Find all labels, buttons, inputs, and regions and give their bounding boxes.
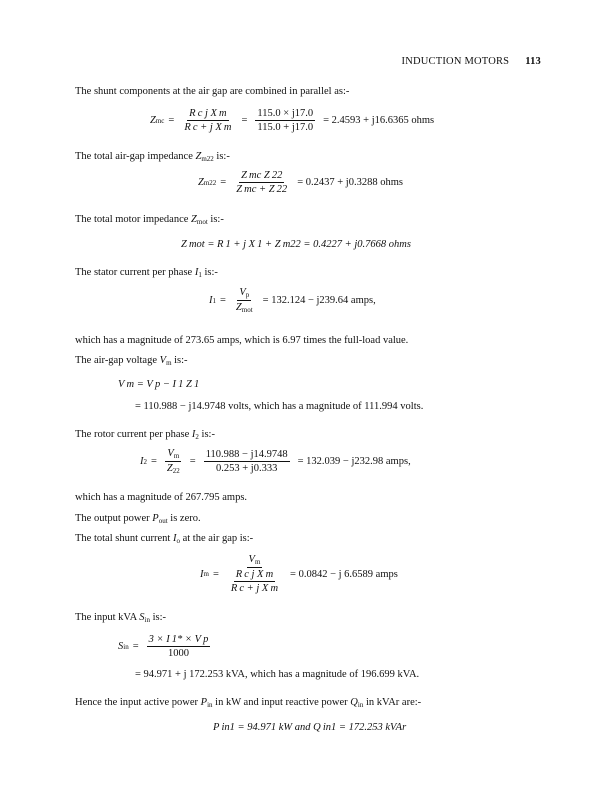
fraction-numerator: R c j X m bbox=[235, 569, 274, 580]
fraction-numeric bbox=[255, 108, 315, 133]
text: The air-gap voltage bbox=[75, 355, 158, 366]
symbol: P bbox=[200, 697, 208, 708]
symbol: V bbox=[248, 554, 255, 565]
fraction-symbolic bbox=[165, 448, 182, 475]
fraction-denominator: R c + j X m bbox=[230, 583, 279, 594]
symbol: Q bbox=[350, 697, 358, 708]
symbol: I bbox=[191, 429, 196, 440]
paragraph-airgap-impedance bbox=[75, 151, 230, 163]
text: The stator current per phase bbox=[75, 267, 193, 278]
eq-lhs-sub: 2 bbox=[143, 457, 147, 466]
equation-pin-qin bbox=[213, 722, 406, 733]
symbol-sub: 1 bbox=[198, 271, 202, 279]
paragraph-input-kva bbox=[75, 612, 166, 624]
eq-lhs-symbol: Z bbox=[198, 177, 204, 188]
eq-lhs-sub: m22 bbox=[203, 178, 217, 187]
fraction-numerator: 115.0 × j17.0 bbox=[257, 108, 314, 119]
text: The total air-gap impedance bbox=[75, 151, 193, 162]
paragraph-magnitude-rotor: which has a magnitude of 267.795 amps. bbox=[75, 492, 248, 503]
equation-i1: I 1 = $\frac{V_p}{Z_{mot}}$ = 132.124 − j239.64 amps, bbox=[209, 287, 376, 314]
equation-sin-line2 bbox=[135, 669, 419, 680]
text: The total shunt current bbox=[75, 533, 171, 544]
eq-expression: Z mot = R 1 + j X 1 + Z m22 = 0.4227 + j0.7668 ohms bbox=[181, 239, 411, 250]
fraction-numerator: R c j X m bbox=[189, 108, 227, 119]
eq-lhs-symbol: S bbox=[118, 641, 124, 652]
text: in kVAr are:- bbox=[365, 697, 422, 708]
symbol: Z bbox=[235, 302, 242, 313]
text: The total motor impedance bbox=[75, 214, 189, 225]
running-header bbox=[402, 56, 542, 67]
fraction-numeric bbox=[204, 449, 290, 474]
text: is:- bbox=[210, 214, 224, 225]
paragraph-rotor-current bbox=[75, 429, 215, 441]
paragraph-stator-current bbox=[75, 267, 218, 279]
equation-zmc: Z mc = $\frac{\text{R c j X m}}{\text{R c + j X m}}$ = $\frac{115.0 \times j17.0}{115.0 + j17.0}$ = 2.4593 + j16.6365 ohms bbox=[150, 108, 435, 133]
equation-vm-line1 bbox=[118, 379, 199, 390]
fraction-symbolic bbox=[234, 170, 289, 195]
text: The input kVA bbox=[75, 612, 137, 623]
symbol-sub: out bbox=[158, 517, 168, 525]
fraction-denominator: 0.253 + j0.333 bbox=[215, 463, 278, 474]
symbol: S bbox=[139, 612, 145, 623]
fraction-symbolic bbox=[234, 287, 255, 314]
eq-lhs-symbol: I bbox=[140, 456, 144, 467]
equation-i2: I 2 = $\frac{V_m}{Z_{22}}$ = $\frac{110.988 - j14.9748}{0.253 + j0.333}$ = 132.039 − j232.98 amps, bbox=[140, 448, 411, 475]
text: is:- bbox=[204, 267, 218, 278]
eq-result: = 0.0842 − j 6.6589 amps bbox=[290, 568, 398, 580]
text: in kW and input reactive power bbox=[215, 697, 348, 708]
equation-zmot bbox=[181, 239, 411, 250]
fraction-denominator: 115.0 + j17.0 bbox=[257, 122, 314, 133]
paragraph-shunt-current bbox=[75, 533, 253, 545]
paragraph-output-power bbox=[75, 513, 201, 525]
symbol: V bbox=[167, 448, 174, 459]
text: The output power bbox=[75, 513, 150, 524]
symbol: I bbox=[194, 267, 199, 278]
text: Hence the input active power bbox=[75, 697, 199, 708]
eq-lhs-symbol: I bbox=[200, 568, 204, 580]
equation-sin: S in = $\frac{\text{3 × I 1* × V p}}{1000}$ bbox=[118, 634, 209, 659]
eq-lhs-sub: m bbox=[203, 570, 209, 578]
fraction-numerator: 3 × I 1* × V p bbox=[148, 634, 209, 645]
fraction-denominator bbox=[227, 568, 282, 594]
symbol: V bbox=[159, 355, 167, 366]
symbol-sub: 2 bbox=[195, 433, 199, 441]
paragraph-shunt-components: The shunt components at the air gap are combined in parallel as:- bbox=[75, 86, 350, 97]
eq-result: = 0.2437 + j0.3288 ohms bbox=[297, 177, 403, 188]
symbol-sub: m bbox=[166, 359, 172, 367]
fraction-numerator bbox=[165, 448, 181, 462]
eq-expression: V m = V p − I 1 Z 1 bbox=[118, 379, 200, 390]
fraction-numerator bbox=[247, 554, 263, 568]
eq-lhs-sub: 1 bbox=[212, 296, 216, 305]
symbol-sub: mot bbox=[196, 218, 208, 226]
fraction-denominator bbox=[234, 301, 255, 314]
eq-expression: = 110.988 − j14.9748 volts, which has a magnitude of 111.994 volts. bbox=[135, 401, 424, 412]
fraction-denominator: 1000 bbox=[168, 648, 190, 659]
symbol-sub: in bbox=[357, 701, 364, 709]
symbol-sub: m bbox=[254, 558, 261, 566]
eq-expression: = 94.971 + j 172.253 kVA, which has a magnitude of 196.699 kVA. bbox=[135, 669, 420, 680]
paragraph-motor-impedance bbox=[75, 214, 224, 226]
symbol-sub: p bbox=[245, 291, 250, 299]
symbol-sub: 22 bbox=[172, 467, 180, 475]
eq-lhs-symbol: I bbox=[209, 295, 213, 306]
eq-lhs-symbol: Z bbox=[150, 115, 156, 126]
header-title: INDUCTION MOTORS bbox=[401, 56, 510, 67]
symbol: Z bbox=[166, 463, 173, 474]
eq-result: = 2.4593 + j16.6365 ohms bbox=[323, 115, 435, 126]
equation-zm22: Z m22 = $\frac{\text{Z mc Z 22}}{\text{Z mc + Z 22}}$ = 0.2437 + j0.3288 ohms bbox=[198, 170, 403, 195]
paragraph-magnitude-stator: which has a magnitude of 273.65 amps, which is 6.97 times the full-load value. bbox=[75, 335, 409, 346]
paragraph-airgap-voltage bbox=[75, 355, 188, 367]
eq-result: = 132.124 − j239.64 amps, bbox=[262, 295, 376, 306]
symbol-sub: in bbox=[144, 616, 150, 624]
symbol-sub: m22 bbox=[201, 155, 214, 163]
eq-lhs-sub: mc bbox=[155, 116, 165, 125]
eq-expression: P in1 = 94.971 kW and Q in1 = 172.253 kVAr bbox=[213, 722, 407, 733]
text: is:- bbox=[216, 151, 230, 162]
symbol: P bbox=[152, 513, 159, 524]
symbol: Z bbox=[191, 214, 197, 225]
symbol: Z bbox=[195, 151, 202, 162]
text: is zero. bbox=[170, 513, 201, 524]
fraction-symbolic bbox=[147, 634, 211, 659]
equation-vm-line2 bbox=[135, 401, 423, 412]
symbol-sub: m bbox=[173, 452, 180, 460]
symbol: I bbox=[172, 533, 177, 544]
page-number: 113 bbox=[525, 56, 541, 67]
fraction-denominator: Z mc + Z 22 bbox=[236, 184, 288, 195]
paragraph-input-powers bbox=[75, 697, 421, 709]
fraction-symbolic bbox=[182, 108, 233, 133]
symbol: V bbox=[239, 287, 246, 298]
eq-lhs-sub: in bbox=[123, 642, 129, 651]
fraction-denominator bbox=[165, 462, 182, 475]
symbol-sub: mot bbox=[241, 306, 253, 314]
text: at the air gap is:- bbox=[182, 533, 254, 544]
fraction-numerator bbox=[237, 287, 251, 301]
equation-im: I m = $\frac{V_m}{\frac{\text{R c j X m}}{\text{R c + j X m}}}$ = 0.0842 − j 6.6589 amps bbox=[200, 554, 398, 594]
text: is:- bbox=[174, 355, 188, 366]
symbol-sub: in bbox=[207, 701, 213, 709]
fraction-numerator: Z mc Z 22 bbox=[241, 170, 283, 181]
fraction-compound bbox=[227, 554, 282, 594]
text: is:- bbox=[201, 429, 215, 440]
fraction-denominator: R c + j X m bbox=[184, 122, 232, 133]
eq-result: = 132.039 − j232.98 amps, bbox=[297, 456, 411, 467]
fraction-numerator: 110.988 − j14.9748 bbox=[205, 449, 288, 460]
inner-fraction bbox=[229, 569, 280, 594]
text: is:- bbox=[152, 612, 167, 623]
symbol-sub: o bbox=[176, 537, 180, 545]
text: The rotor current per phase bbox=[75, 429, 190, 440]
